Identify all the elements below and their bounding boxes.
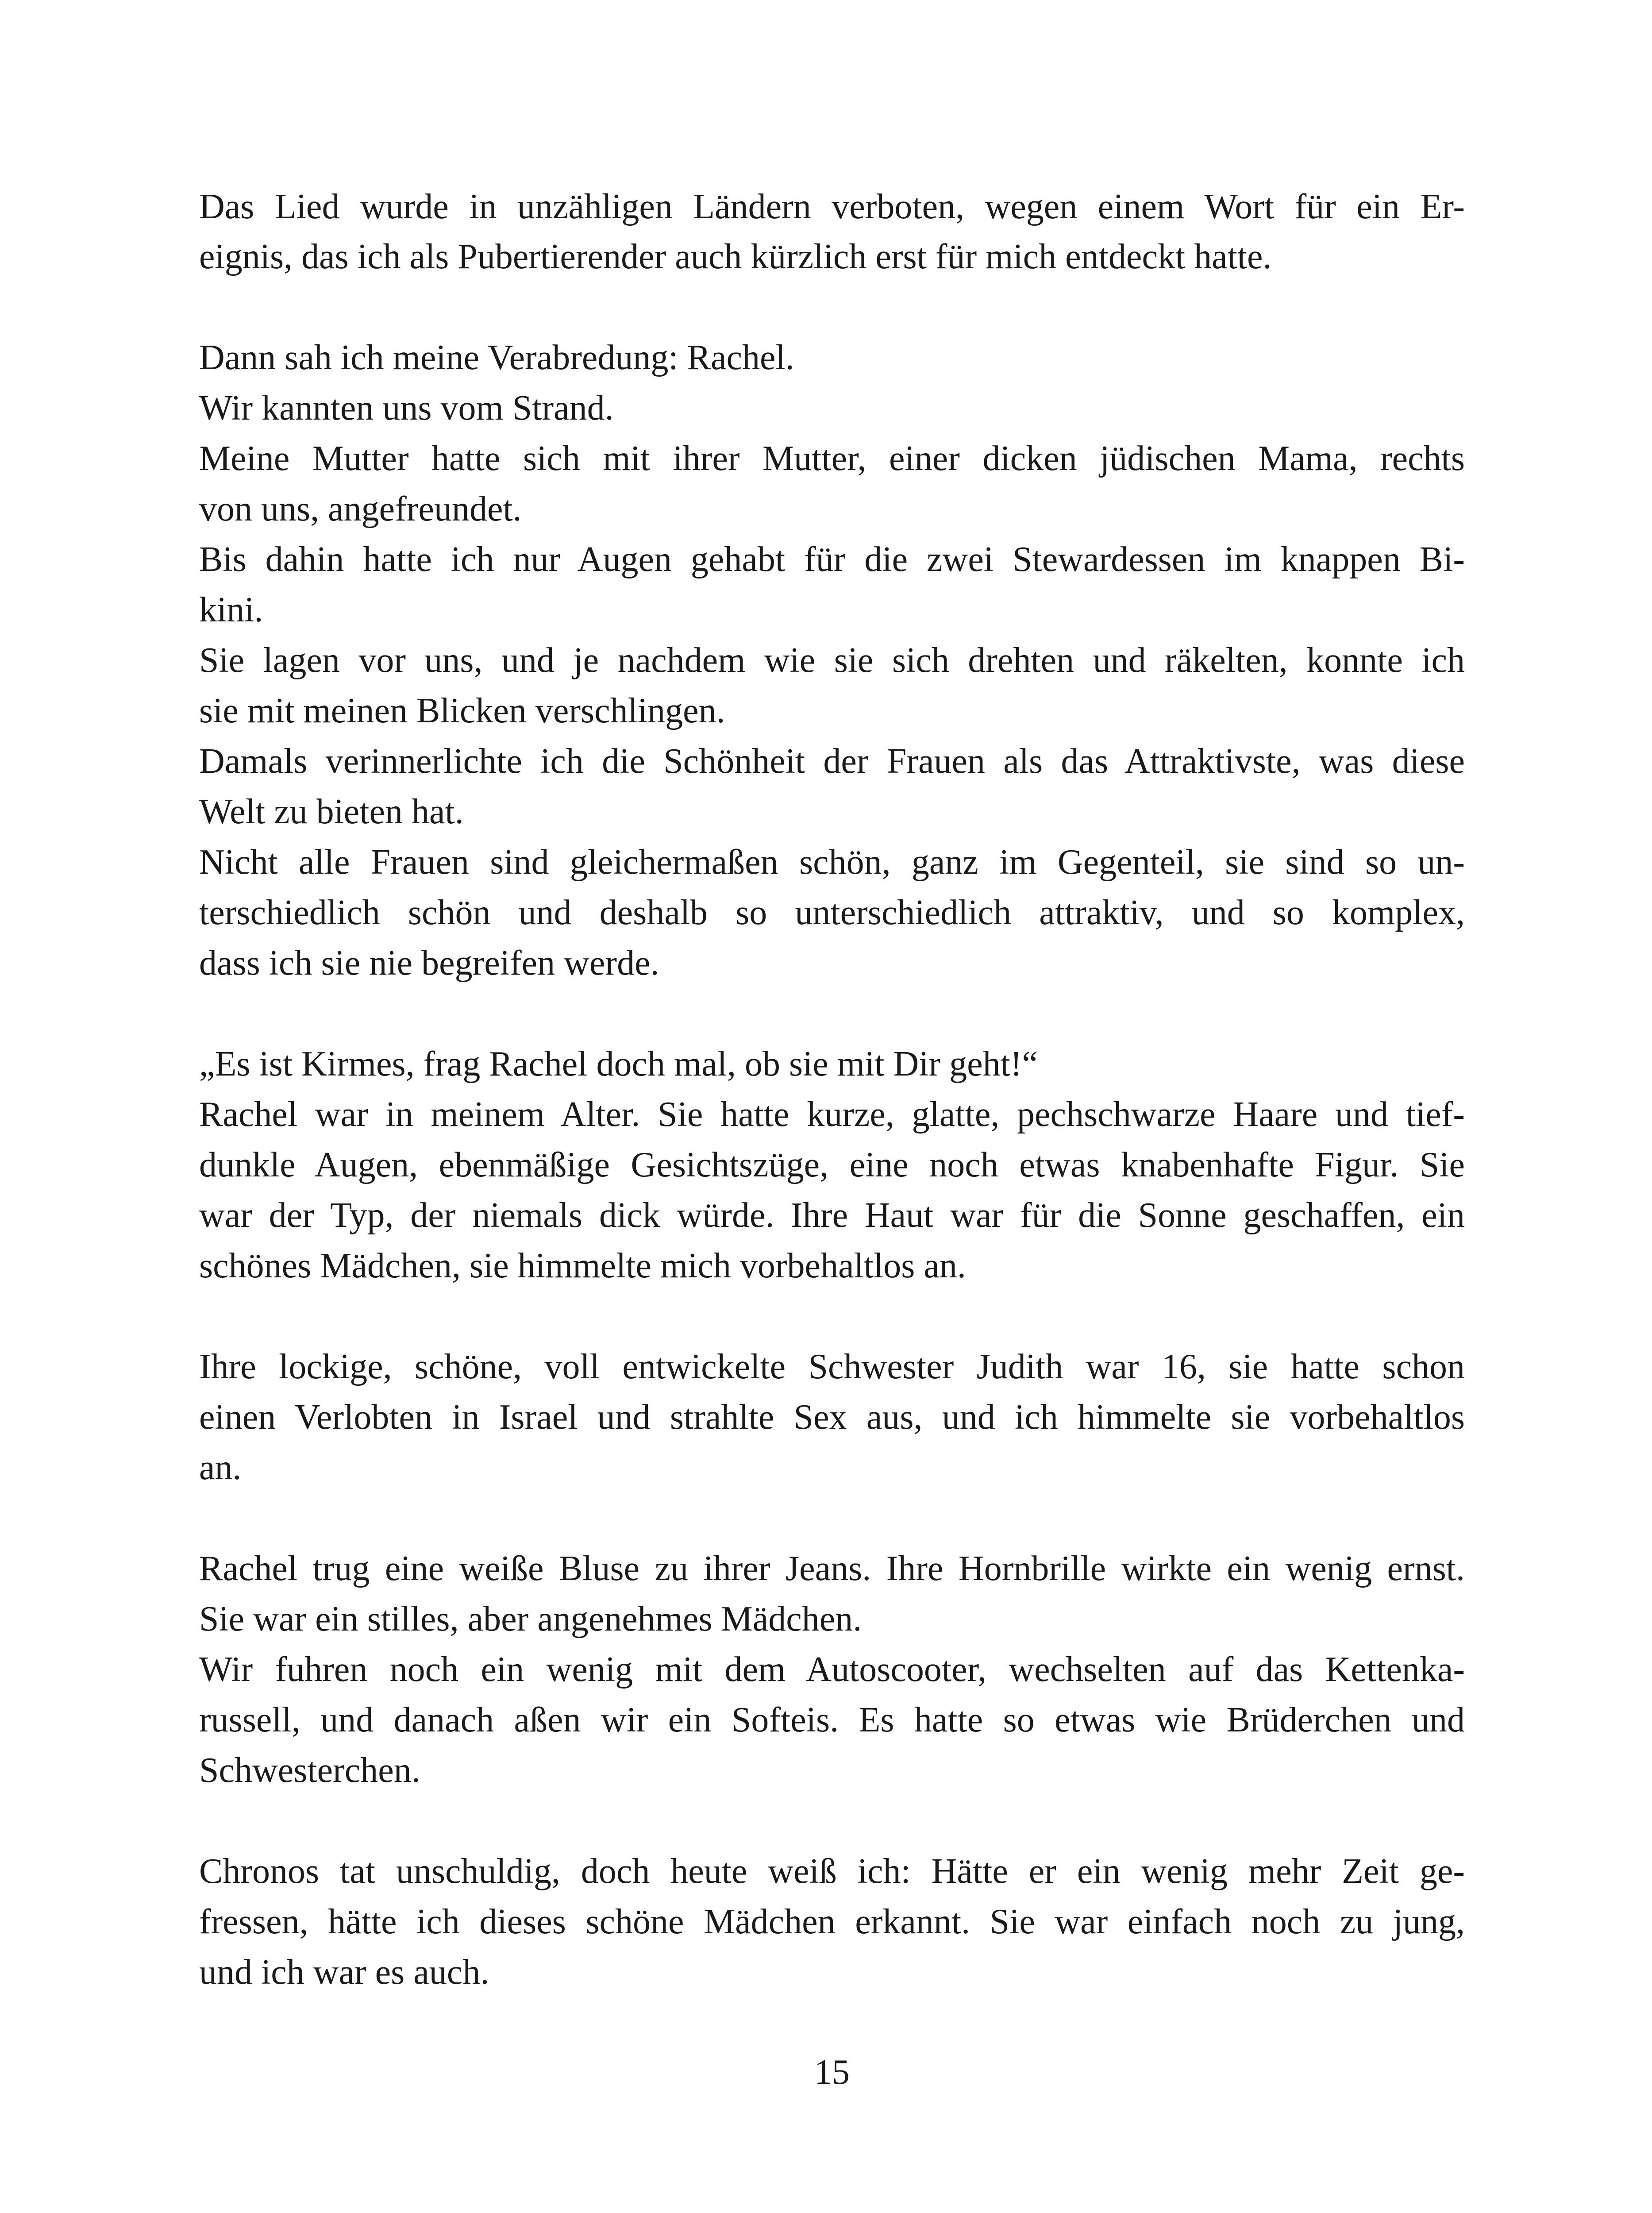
text-line: eignis, das ich als Pubertierender auch kürzlich erst für mich entdeckt hatte. (199, 237, 1272, 276)
text-line: schönes Mädchen, sie himmelte mich vorbehaltlos an. (199, 1246, 966, 1285)
text-line: Sie war ein stilles, aber angenehmes Mädchen. (199, 1600, 862, 1639)
text-line: terschiedlich schön und deshalb so unterschiedlich attraktiv, und so komplex, (199, 893, 1465, 932)
text-line: russell, und danach aßen wir ein Softeis. Es hatte so etwas wie Brüderchen und (199, 1700, 1465, 1739)
text-line: „Es ist Kirmes, frag Rachel doch mal, ob sie mit Dir geht!“ (199, 1045, 1038, 1083)
text-line: kini. (199, 590, 263, 629)
text-line: Sie lagen vor uns, und je nachdem wie sie sich drehten und räkelten, konnte ich (199, 641, 1465, 680)
text-line: Nicht alle Frauen sind gleichermaßen schön, ganz im Gegenteil, sie sind so un- (199, 843, 1465, 882)
text-line: Wir fuhren noch ein wenig mit dem Autoscooter, wechselten auf das Kettenka- (199, 1650, 1465, 1689)
text-line: Dann sah ich meine Verabredung: Rachel. (199, 338, 794, 377)
text-line: war der Typ, der niemals dick würde. Ihre Haut war für die Sonne geschaffen, ein (199, 1196, 1465, 1235)
text-line: Welt zu bieten hat. (199, 792, 464, 831)
book-page (199, 0, 1465, 2213)
text-line: Das Lied wurde in unzähligen Ländern verboten, wegen einem Wort für ein Er- (199, 187, 1465, 226)
text-line: Bis dahin hatte ich nur Augen gehabt für die zwei Stewardessen im knappen Bi- (199, 540, 1465, 579)
text-line: Meine Mutter hatte sich mit ihrer Mutter, einer dicken jüdischen Mama, rechts (199, 439, 1465, 478)
text-line: Rachel war in meinem Alter. Sie hatte kurze, glatte, pechschwarze Haare und tief- (199, 1095, 1465, 1134)
text-line: fressen, hätte ich dieses schöne Mädchen erkannt. Sie war einfach noch zu jung, (199, 1902, 1465, 1941)
text-line: dass ich sie nie begreifen werde. (199, 944, 659, 983)
text-line: dunkle Augen, ebenmäßige Gesichtszüge, eine noch etwas knabenhafte Figur. Sie (199, 1145, 1465, 1184)
text-line: sie mit meinen Blicken verschlingen. (199, 691, 725, 730)
text-line: von uns, angefreundet. (199, 490, 522, 528)
text-line: einen Verlobten in Israel und strahlte Sex aus, und ich himmelte sie vorbehaltlos (199, 1398, 1465, 1437)
text-line: an. (199, 1448, 242, 1487)
text-line: und ich war es auch. (199, 1953, 489, 1992)
text-line: Schwesterchen. (199, 1751, 420, 1790)
text-line: Ihre lockige, schöne, voll entwickelte Schwester Judith war 16, sie hatte schon (199, 1347, 1465, 1386)
text-line: Damals verinnerlichte ich die Schönheit der Frauen als das Attraktivste, was diese (199, 742, 1465, 781)
page-number: 15 (814, 2053, 850, 2092)
text-line: Rachel trug eine weiße Bluse zu ihrer Jeans. Ihre Hornbrille wirkte ein wenig ernst. (199, 1549, 1465, 1588)
text-line: Wir kannten uns vom Strand. (199, 389, 614, 428)
text-line: Chronos tat unschuldig, doch heute weiß ich: Hätte er ein wenig mehr Zeit ge- (199, 1852, 1465, 1891)
